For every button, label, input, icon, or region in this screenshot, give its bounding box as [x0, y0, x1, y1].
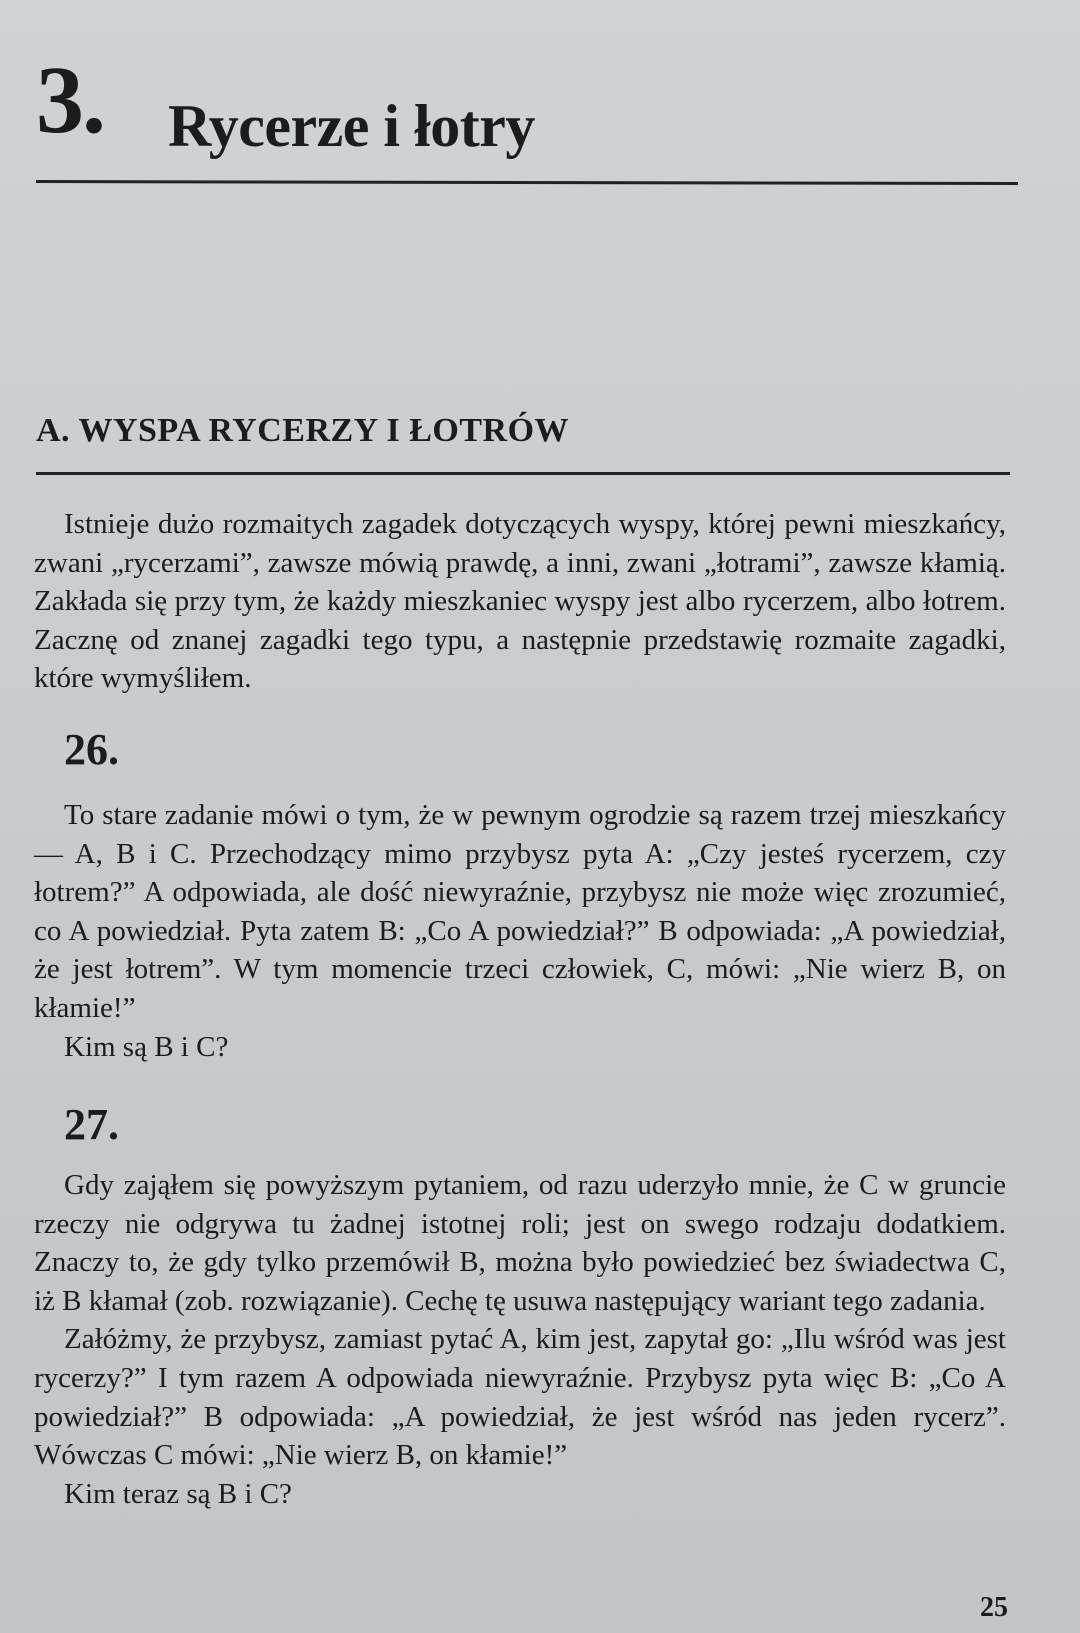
- problem-number: 27.: [64, 1100, 119, 1149]
- chapter-number: 3.: [36, 46, 104, 153]
- intro-text: [34, 505, 1006, 698]
- problem-text: [34, 1166, 1006, 1513]
- problem-paragraph: Załóżmy, że przybysz, zamiast pytać A, kim jest, zapytał go: „Ilu wśród was jest rycerzy?” I tym razem A odpowiada niewyraźnie. Przybysz pyta więc B: „Co A powiedział?” B odpowiada: „A powiedział, że jest wśród nas jeden rycerz”. Wówczas C mówi: „Nie wierz B, on kłamie!”: [34, 1323, 1006, 1472]
- problem-paragraph: Gdy zająłem się powyższym pytaniem, od razu uderzyło mnie, że C w gruncie rzeczy nie odgrywa tu żadnej istotnej roli; jest on swego rodzaju dodatkiem. Znaczy to, że gdy tylko przemówił B, można było powiedzieć bez świadectwa C, iż B kłamał (zob. rozwiązanie). Cechę tę usuwa następujący wariant tego zadania.: [34, 1169, 1006, 1317]
- problem-number: 26.: [64, 725, 119, 774]
- problem-question: Kim teraz są B i C?: [64, 1477, 292, 1510]
- section-rule: [36, 472, 1010, 475]
- section-title: A. WYSPA RYCERZY I ŁOTRÓW: [36, 412, 570, 449]
- intro-paragraph: Istnieje dużo rozmaitych zagadek dotyczących wyspy, której pewni mieszkańcy, zwani „rycerzami”, zawsze mówią prawdę, a inni, zwani „łotrami”, zawsze kłamią. Zakłada się przy tym, że każdy mieszkaniec wyspy jest albo rycerzem, albo łotrem. Zacznę od znanej zagadki tego typu, a następnie przedstawię rozmaite zagadki, które wymyśliłem.: [34, 508, 1006, 695]
- problem-text: [34, 796, 1006, 1066]
- problem-question: Kim są B i C?: [64, 1030, 229, 1063]
- problem-paragraph: To stare zadanie mówi o tym, że w pewnym ogrodzie są razem trzej mieszkańcy — A, B i C. Przechodzący mimo przybysz pyta A: „Czy jesteś rycerzem, czy łotrem?” A odpowiada, ale dość niewyraźnie, przybysz nie może więc zrozumieć, co A powiedział. Pyta zatem B: „Co A powiedział?” B odpowiada: „A powiedział, że jest łotrem”. W tym momencie trzeci człowiek, C, mówi: „Nie wierz B, on kłamie!”: [34, 799, 1006, 1024]
- page-number: 25: [980, 1592, 1008, 1623]
- chapter-heading: [36, 46, 1016, 194]
- chapter-title: Rycerze i łotry: [168, 93, 535, 159]
